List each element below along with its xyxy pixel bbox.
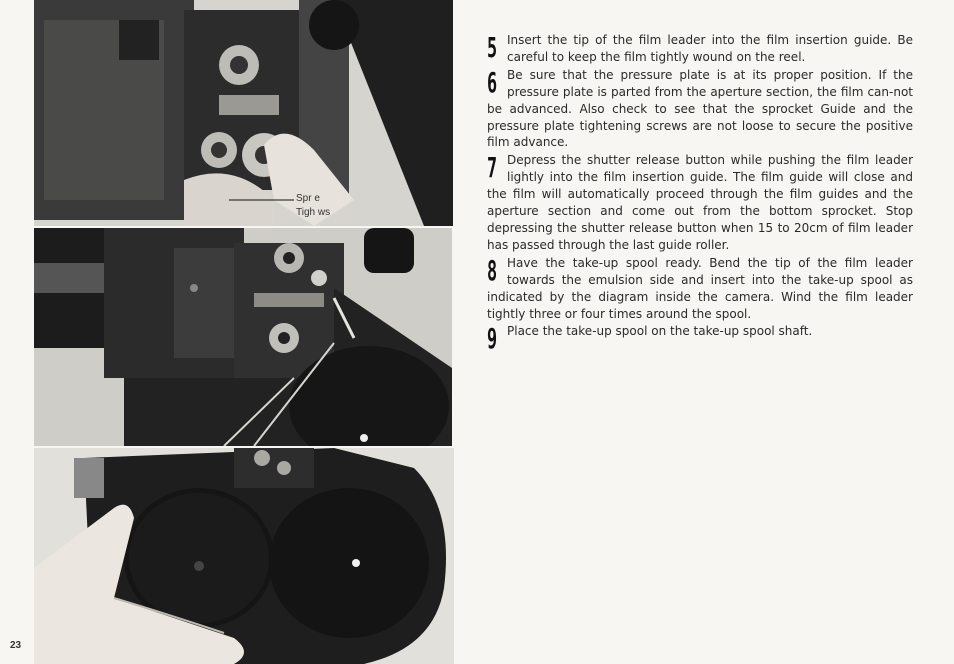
- label-sprocket-guide: Spr e: [296, 193, 320, 204]
- step-number: 7: [487, 151, 498, 185]
- step-5: [487, 32, 913, 67]
- step-6: [487, 67, 913, 153]
- step-text: Place the take-up spool on the take-up spool shaft.: [507, 324, 813, 339]
- step-number: 5: [487, 31, 498, 64]
- step-text: Depress the shutter release button while pushing the film leader lightly into the film insertion guide. The film guide will close and the film will automatically proceed through the film guides and the aperture section and come out from the bottom sprocket. Stop depressing the shutter release button when 15 to 20cm of film leader has passed through the last guide roller.: [487, 153, 913, 252]
- photo-take-up-spool: [34, 448, 454, 664]
- step-text: Insert the tip of the film leader into the film insertion guide. Be careful to keep the film tightly wound on the reel.: [507, 33, 913, 64]
- step-number: 6: [487, 65, 498, 99]
- label-tightening-screws: Tigh ws: [296, 207, 331, 218]
- step-number: 8: [487, 253, 498, 287]
- photo-film-insertion: [34, 0, 453, 226]
- step-text: Have the take-up spool ready. Bend the tip of the film leader towards the emulsion side and insert into the take-up spool as indicated by the diagram inside the camera. Wind the film leader tightly three or four times around the spool.: [487, 255, 913, 321]
- step-text: Be sure that the pressure plate is at its proper position. If the pressure plate is parted from the aperture section, the film can-not be advanced. Also check to see that the sprocket Guide and the pressure plate tightening screws are not loose to secure the positive film advance.: [487, 67, 913, 150]
- instructions-column: [487, 32, 913, 354]
- photo-film-path: [34, 228, 452, 446]
- step-7: [487, 152, 913, 254]
- page-number: 23: [10, 640, 22, 651]
- step-9: [487, 323, 913, 354]
- step-8: [487, 255, 913, 324]
- step-number: 9: [487, 322, 498, 356]
